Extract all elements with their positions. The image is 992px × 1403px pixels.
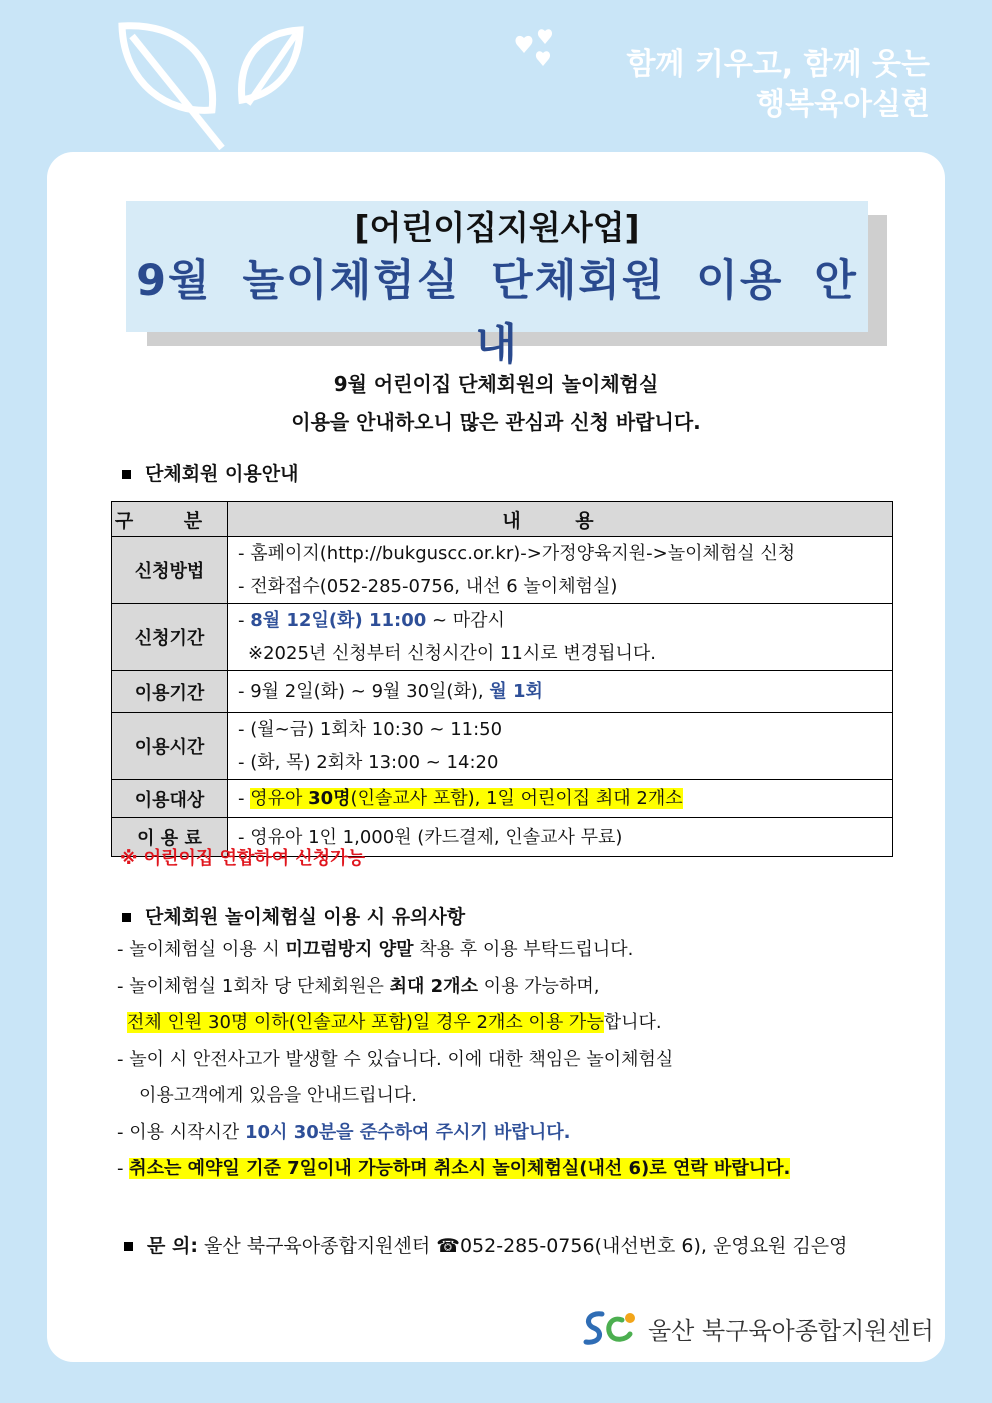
- bullet-square-icon: [122, 913, 131, 922]
- intro-line-2: 이용을 안내하오니 많은 관심과 신청 바랍니다.: [291, 410, 701, 434]
- title-box: [126, 201, 868, 370]
- slogan-line-1: 함께 키우고, 함께 웃는: [626, 47, 930, 82]
- row-content: - 영유아 1인 1,000원 (카드결제, 인솔교사 무료): [228, 818, 893, 857]
- row-label: 신청방법: [112, 537, 228, 604]
- list-item: - 이용 시작시간 10시 30분을 준수하여 주시기 바랍니다.: [117, 1121, 571, 1143]
- row-content: - 영유아 30명(인솔교사 포함), 1일 어린이집 최대 2개소: [228, 780, 893, 818]
- row-label: 신청기간: [112, 604, 228, 671]
- row-content: - 홈페이지(http://bukguscc.or.kr)->가정양육지원->놀이체험실 신청 - 전화접수(052-285-0756, 내선 6 놀이체험실): [228, 537, 893, 604]
- list-item: 전체 인원 30명 이하(인솔교사 포함)일 경우 2개소 이용 가능합니다.: [127, 1012, 662, 1033]
- logo-icon: [582, 1308, 640, 1348]
- table-row: [112, 537, 893, 604]
- list-item: - 놀이체험실 이용 시 미끄럼방지 양말 착용 후 이용 부탁드립니다.: [117, 939, 634, 960]
- table-row: [112, 780, 893, 818]
- cautions-list: [117, 932, 790, 1188]
- header-category: 구 분: [112, 502, 228, 537]
- intro-line-1: 9월 어린이집 단체회원의 놀이체험실: [333, 372, 659, 396]
- center-name: 울산 북구육아종합지원센터: [648, 1316, 934, 1345]
- page-title: 9월 놀이체험실 단체회원 이용 안내: [136, 256, 858, 370]
- row-content: - (월~금) 1회차 10:30 ~ 11:50 - (화, 목) 2회차 13:00 ~ 14:20: [228, 713, 893, 780]
- row-label: 이용기간: [112, 671, 228, 713]
- section-heading-cautions: 단체회원 놀이체험실 이용 시 유의사항: [122, 902, 465, 929]
- list-item: 이용고객에게 있음을 안내드립니다.: [139, 1085, 417, 1106]
- row-content: - 9월 2일(화) ~ 9월 30일(화), 월 1회: [228, 671, 893, 713]
- slogan-line-2: 행복육아실현: [756, 87, 930, 122]
- row-label: 이용대상: [112, 780, 228, 818]
- table-row: [112, 713, 893, 780]
- slogan: [626, 45, 930, 125]
- bullet-square-icon: [122, 470, 131, 479]
- usage-table: [111, 501, 893, 857]
- contact-info: [124, 1231, 848, 1258]
- table-row: [112, 604, 893, 671]
- row-label: 이용시간: [112, 713, 228, 780]
- row-label: 이 용 료: [112, 818, 228, 857]
- list-item: - 놀이 시 안전사고가 발생할 수 있습니다. 이에 대한 책임은 놀이체험실: [117, 1048, 674, 1070]
- intro-text: [0, 365, 992, 441]
- title-line-1: [어린이집지원사업]: [354, 208, 640, 247]
- table-header-row: [112, 502, 893, 537]
- table-row: [112, 671, 893, 713]
- contact-text: 울산 북구육아종합지원센터 ☎052-285-0756(내선번호 6), 운영요원 김은영: [197, 1235, 848, 1257]
- bullet-square-icon: [124, 1242, 133, 1251]
- list-item: - 놀이체험실 1회차 당 단체회원은 최대 2개소 이용 가능하며,: [117, 975, 600, 997]
- leaves-illustration: [110, 18, 310, 153]
- section-heading-usage: 단체회원 이용안내: [122, 459, 298, 486]
- apply-start-date: 8월 12일(화) 11:00: [250, 610, 427, 631]
- header-content: 내 용: [228, 502, 893, 537]
- hearts-icon: [508, 26, 568, 76]
- row-content: - 8월 12일(화) 11:00 ~ 마감시 ※2025년 신청부터 신청시간이 11시로 변경됩니다.: [228, 604, 893, 671]
- list-item: - 취소는 예약일 기준 7일이내 가능하며 취소시 놀이체험실(내선 6)로 연락 바랍니다.: [117, 1158, 791, 1179]
- center-logo: [582, 1308, 934, 1348]
- joint-application-note: ※ 어린이집 연합하여 신청가능: [120, 848, 365, 869]
- contact-label: 문 의:: [147, 1235, 198, 1257]
